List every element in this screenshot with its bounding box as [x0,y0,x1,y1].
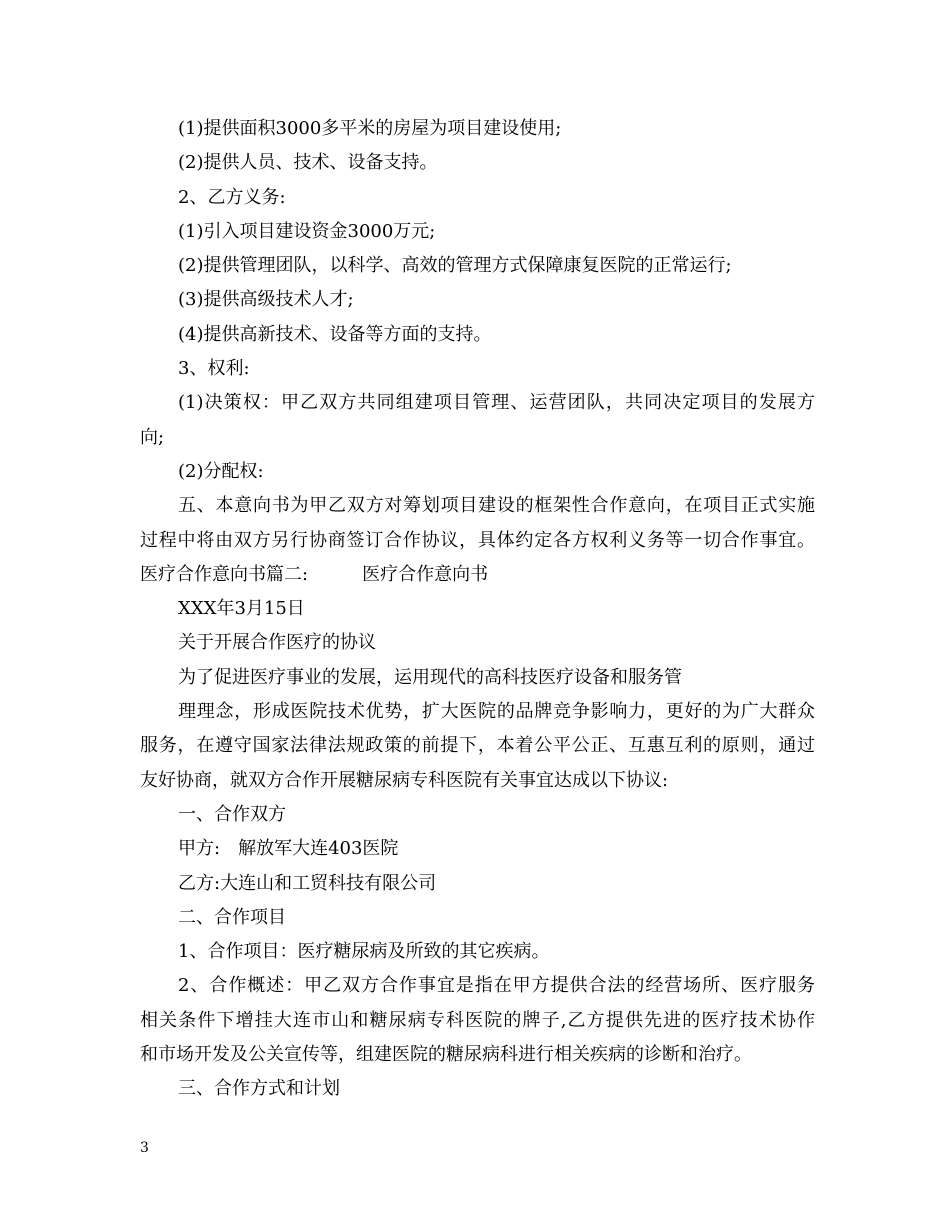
text-line: (2)分配权: [178,460,264,482]
text-line: 过程中将由双方另行协商签订合作协议，具体约定各方权利义务等一切合作事宜。 [140,529,815,551]
text-line: 乙方:大连山和工贸科技有限公司 [178,872,437,894]
text-line: 友好协商，就双方合作开展糖尿病专科医院有关事宜达成以下协议: [140,769,669,791]
text-line: (2)提供人员、技术、设备支持。 [178,152,438,174]
text-line: 服务，在遵守国家法律法规政策的前提下，本着公平公正、互惠互利的原则，通过 [140,735,815,757]
text-line: 一、合作双方 [178,803,286,825]
document-body [140,112,815,1107]
text-line: 3、权利: [178,358,250,380]
text-line: 为了促进医疗事业的发展，运用现代的高科技医疗设备和服务管 [178,666,682,688]
text-line: 2、合作概述：甲乙双方合作事宜是指在甲方提供合法的经营场所、医疗服务 [178,975,815,997]
page-number: 3 [140,1140,149,1156]
text-line: 和市场开发及公关宣传等，组建医院的糖尿病科进行相关疾病的诊断和治疗。 [140,1044,752,1066]
text-line: 向; [140,426,165,448]
text-line: 理理念，形成医院技术优势，扩大医院的品牌竞争影响力，更好的为广大群众 [178,701,815,723]
text-line: 三、合作方式和计划 [178,1078,340,1100]
text-line: (1)引入项目建设资金3000万元; [178,220,436,242]
text-line: 相关条件下增挂大连市山和糖尿病专科医院的牌子,乙方提供先进的医疗技术协作 [140,1009,815,1031]
text-line: (3)提供高级技术人才; [178,289,354,311]
text-line: 1、合作项目：医疗糖尿病及所致的其它疾病。 [178,941,550,963]
text-line: XXX年3月15日 [178,598,305,620]
text-line: (1)决策权：甲乙双方共同组建项目管理、运营团队，共同决定项目的发展方 [178,392,815,414]
text-line: 五、本意向书为甲乙双方对筹划项目建设的框架性合作意向，在项目正式实施 [178,495,815,517]
text-line: 关于开展合作医疗的协议 [178,632,376,654]
text-line: (2)提供管理团队，以科学、高效的管理方式保障康复医院的正常运行; [178,255,732,277]
text-line: 二、合作项目 [178,906,286,928]
text-line: 2、乙方义务: [178,186,286,208]
text-line: (1)提供面积3000多平米的房屋为项目建设使用; [178,118,562,139]
text-line: 甲方: 解放军大连403医院 [178,838,399,860]
text-line: (4)提供高新技术、设备等方面的支持。 [178,323,492,345]
text-line: 医疗合作意向书篇二: 医疗合作意向书 [140,563,489,585]
